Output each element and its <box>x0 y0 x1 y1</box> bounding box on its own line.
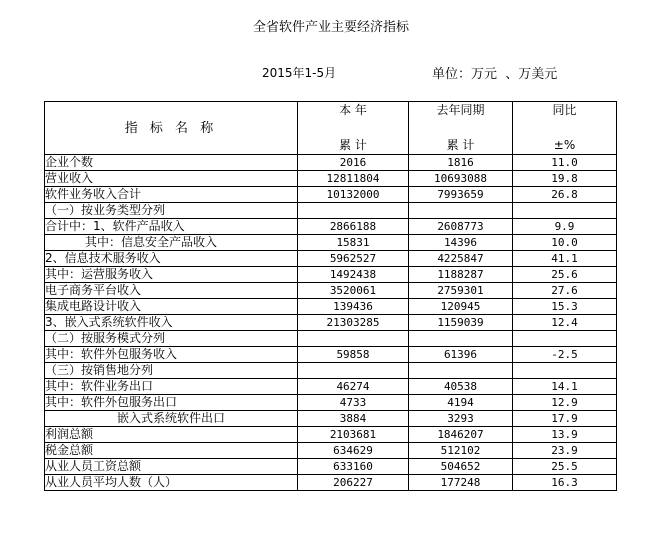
row-yoy-change: 12.4 <box>513 315 617 331</box>
row-current-value: 46274 <box>298 379 409 395</box>
row-previous-value: 1816 <box>409 155 513 171</box>
row-previous-value: 1846207 <box>409 427 513 443</box>
row-yoy-change: 19.8 <box>513 171 617 187</box>
row-yoy-change: 17.9 <box>513 411 617 427</box>
header-previous-top: 去年同期 <box>436 103 485 117</box>
header-indicator-name-label: 指 标 名 称 <box>124 120 218 136</box>
table-row <box>45 203 617 219</box>
row-current-value: 139436 <box>298 299 409 315</box>
row-previous-value: 512102 <box>409 443 513 459</box>
table-row <box>45 155 617 171</box>
row-previous-value: 7993659 <box>409 187 513 203</box>
row-current-value: 2103681 <box>298 427 409 443</box>
table-row <box>45 459 617 475</box>
row-previous-value: 504652 <box>409 459 513 475</box>
row-current-value: 206227 <box>298 475 409 491</box>
row-yoy-change: 16.3 <box>513 475 617 491</box>
row-yoy-change: 26.8 <box>513 187 617 203</box>
header-indicator-name <box>45 102 298 155</box>
table-row <box>45 299 617 315</box>
header-yoy <box>513 102 617 155</box>
table-row <box>45 187 617 203</box>
row-indicator-name: 集成电路设计收入 <box>45 299 298 315</box>
header-yoy-top: 同比 <box>552 103 577 117</box>
table-row <box>45 363 617 379</box>
row-yoy-change: -2.5 <box>513 347 617 363</box>
row-previous-value: 10693088 <box>409 171 513 187</box>
row-current-value: 5962527 <box>298 251 409 267</box>
row-current-value: 10132000 <box>298 187 409 203</box>
row-previous-value: 14396 <box>409 235 513 251</box>
row-current-value: 634629 <box>298 443 409 459</box>
indicator-table <box>44 101 617 491</box>
table-row <box>45 267 617 283</box>
table-row <box>45 219 617 235</box>
row-indicator-name: 企业个数 <box>45 155 298 171</box>
row-yoy-change: 11.0 <box>513 155 617 171</box>
row-current-value: 3520061 <box>298 283 409 299</box>
row-current-value: 4733 <box>298 395 409 411</box>
period-label: 2015年1-5月 <box>262 66 337 80</box>
row-yoy-change: 25.5 <box>513 459 617 475</box>
row-indicator-name: 3、嵌入式系统软件收入 <box>45 315 298 331</box>
header-previous-bottom: 累 计 <box>446 138 475 152</box>
row-yoy-change: 41.1 <box>513 251 617 267</box>
row-indicator-name: 营业收入 <box>45 171 298 187</box>
header-current-ytd <box>298 102 409 155</box>
row-current-value <box>298 203 409 219</box>
table-row <box>45 235 617 251</box>
page-title: 全省软件产业主要经济指标 <box>252 20 409 35</box>
row-yoy-change: 14.1 <box>513 379 617 395</box>
table-row <box>45 171 617 187</box>
row-indicator-name: （二）按服务模式分列 <box>45 331 298 347</box>
row-previous-value <box>409 363 513 379</box>
row-yoy-change: 10.0 <box>513 235 617 251</box>
row-yoy-change: 9.9 <box>513 219 617 235</box>
row-yoy-change: 15.3 <box>513 299 617 315</box>
row-previous-value: 4225847 <box>409 251 513 267</box>
row-indicator-name: 电子商务平台收入 <box>45 283 298 299</box>
header-previous-ytd <box>409 102 513 155</box>
row-previous-value: 40538 <box>409 379 513 395</box>
row-previous-value: 1188287 <box>409 267 513 283</box>
header-current-top: 本 年 <box>339 103 367 117</box>
row-indicator-name: 其中：软件外包服务收入 <box>45 347 298 363</box>
row-yoy-change: 23.9 <box>513 443 617 459</box>
table-row <box>45 283 617 299</box>
table-row <box>45 331 617 347</box>
row-current-value: 2016 <box>298 155 409 171</box>
row-current-value: 3884 <box>298 411 409 427</box>
table-header-row <box>45 102 617 155</box>
table-row <box>45 475 617 491</box>
row-indicator-name: 从业人员平均人数（人） <box>45 475 298 491</box>
table-row <box>45 379 617 395</box>
row-indicator-name: 2、信息技术服务收入 <box>45 251 298 267</box>
table-body <box>45 155 617 491</box>
row-indicator-name: 从业人员工资总额 <box>45 459 298 475</box>
row-yoy-change: 27.6 <box>513 283 617 299</box>
table-row <box>45 251 617 267</box>
row-current-value: 1492438 <box>298 267 409 283</box>
unit-label: 单位：万元 、万美元 <box>432 67 558 82</box>
row-indicator-name: 合计中：1、软件产品收入 <box>45 219 298 235</box>
row-yoy-change: 25.6 <box>513 267 617 283</box>
row-indicator-name: 其中：运营服务收入 <box>45 267 298 283</box>
table-row <box>45 427 617 443</box>
row-previous-value: 177248 <box>409 475 513 491</box>
row-indicator-name: 嵌入式系统软件出口 <box>45 411 298 427</box>
row-current-value: 21303285 <box>298 315 409 331</box>
row-previous-value: 2759301 <box>409 283 513 299</box>
table-row <box>45 443 617 459</box>
table-row <box>45 411 617 427</box>
row-current-value: 2866188 <box>298 219 409 235</box>
row-indicator-name: 其中：软件业务出口 <box>45 379 298 395</box>
header-current-bottom: 累 计 <box>339 138 367 152</box>
row-yoy-change <box>513 203 617 219</box>
row-current-value: 633160 <box>298 459 409 475</box>
row-previous-value <box>409 331 513 347</box>
row-previous-value <box>409 203 513 219</box>
row-current-value <box>298 331 409 347</box>
row-indicator-name: 其中：软件外包服务出口 <box>45 395 298 411</box>
row-yoy-change <box>513 331 617 347</box>
row-indicator-name: 其中：信息安全产品收入 <box>45 235 298 251</box>
row-indicator-name: （一）按业务类型分列 <box>45 203 298 219</box>
table-row <box>45 315 617 331</box>
row-indicator-name: 税金总额 <box>45 443 298 459</box>
row-previous-value: 1159039 <box>409 315 513 331</box>
row-current-value: 15831 <box>298 235 409 251</box>
row-previous-value: 2608773 <box>409 219 513 235</box>
row-indicator-name: （三）按销售地分列 <box>45 363 298 379</box>
row-yoy-change <box>513 363 617 379</box>
row-previous-value: 4194 <box>409 395 513 411</box>
table-row <box>45 347 617 363</box>
header-yoy-bottom: ±% <box>553 138 576 152</box>
row-current-value <box>298 363 409 379</box>
row-yoy-change: 13.9 <box>513 427 617 443</box>
table-row <box>45 395 617 411</box>
row-yoy-change: 12.9 <box>513 395 617 411</box>
row-previous-value: 120945 <box>409 299 513 315</box>
row-indicator-name: 软件业务收入合计 <box>45 187 298 203</box>
row-current-value: 12811804 <box>298 171 409 187</box>
row-previous-value: 61396 <box>409 347 513 363</box>
row-indicator-name: 利润总额 <box>45 427 298 443</box>
row-previous-value: 3293 <box>409 411 513 427</box>
row-current-value: 59858 <box>298 347 409 363</box>
